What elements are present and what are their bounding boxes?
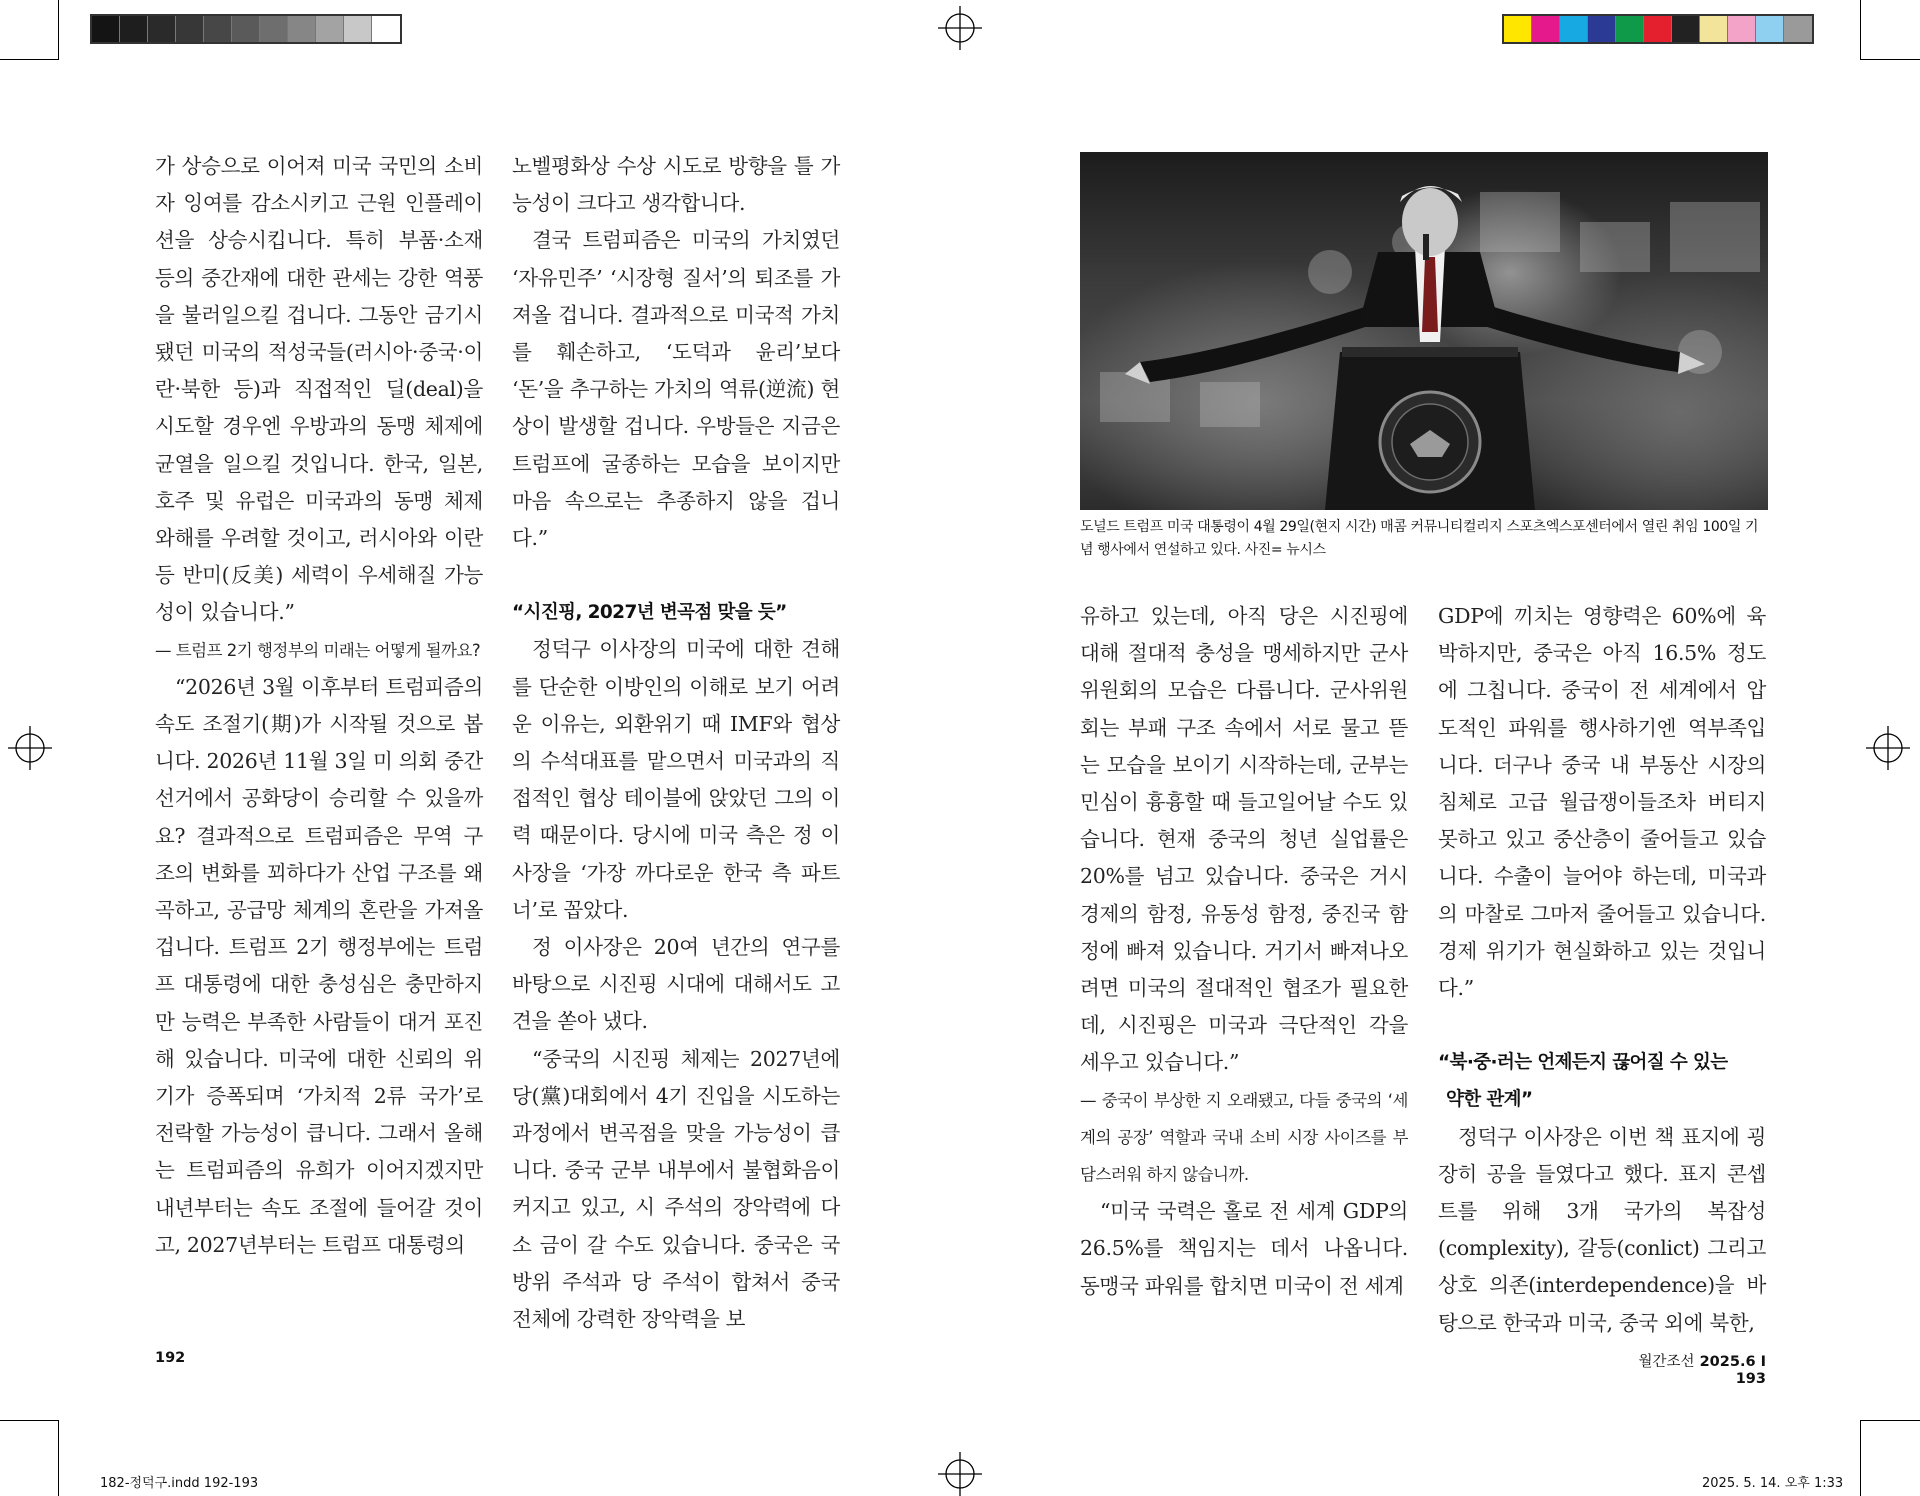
color-swatch xyxy=(204,16,232,42)
body-paragraph: “미국 국력은 홀로 전 세계 GDP의 26.5%를 책임지는 데서 나옵니다. 동맹국 파워를 합치면 미국이 전 세계 xyxy=(1080,1199,1408,1298)
color-swatch xyxy=(1784,16,1812,42)
registration-crosshair-icon xyxy=(8,726,52,770)
left-page-column-1 xyxy=(155,148,483,1264)
left-page-column-2 xyxy=(512,148,840,1338)
print-timestamp: 2025. 5. 14. 오후 1:33 xyxy=(1702,1476,1844,1491)
color-swatch xyxy=(1644,16,1672,42)
color-swatch xyxy=(1588,16,1616,42)
crop-mark xyxy=(0,59,58,60)
file-slug: 182-정덕구.indd 192-193 xyxy=(100,1476,259,1491)
interview-question: — 트럼프 2기 행정부의 미래는 어떻게 될까요? xyxy=(155,640,481,660)
color-swatch xyxy=(232,16,260,42)
registration-crosshair-icon xyxy=(938,6,982,50)
page-number-right xyxy=(1610,1350,1766,1387)
interview-question: — 중국이 부상한 지 오래됐고, 다들 중국의 ‘세계의 공장’ 역할과 국내 소비 시장 사이즈를 부담스러워 하지 않습니까. xyxy=(1080,1090,1408,1185)
color-swatch xyxy=(1504,16,1532,42)
crop-mark xyxy=(0,1420,58,1421)
grayscale-color-bar xyxy=(90,14,402,44)
color-swatch xyxy=(1756,16,1784,42)
registration-crosshair-icon xyxy=(938,1452,982,1496)
body-paragraph: 노벨평화상 수상 시도로 방향을 틀 가능성이 크다고 생각합니다. xyxy=(512,154,840,216)
crop-mark xyxy=(1860,1420,1861,1496)
color-swatch xyxy=(1728,16,1756,42)
color-swatch xyxy=(344,16,372,42)
crop-mark xyxy=(58,0,59,60)
color-swatch xyxy=(1616,16,1644,42)
body-paragraph: “중국의 시진핑 체제는 2027년에 당(黨)대회에서 4기 진입을 시도하는 과정에서 변곡점을 맞을 가능성이 큽니다. 중국 군부 내부에서 불협화음이 커지고 있고, 시 주석의 장악력에 다소 금이 갈 수도 있습니다. 중국은 국방위 주석과 당 주석이 합쳐서 중국 전체에 강력한 장악력을 보 xyxy=(512,1046,840,1332)
section-heading: “시진핑, 2027년 변곡점 맞을 듯” xyxy=(512,602,787,624)
color-swatch xyxy=(176,16,204,42)
color-swatch xyxy=(1672,16,1700,42)
body-paragraph: “2026년 3월 이후부터 트럼피즘의 속도 조절기(期)가 시작될 것으로 봅니다. 2026년 11월 3일 미 의회 중간선거에서 공화당이 승리할 수 있을까요? 결과적으로 트럼피즘은 무역 구조의 변화를 꾀하다가 산업 구조를 왜곡하고, 공급망 체계의 혼란을 가져올 겁니다. 트럼프 2기 행정부에는 트럼프 대통령에 대한 충성심은 충만하지만 능력은 부족한 사람들이 대거 포진해 있습니다. 미국에 대한 신뢰의 위기가 증폭되며 ‘가치적 2류 국가’로 전락할 가능성이 큽니다. 그래서 올해는 트럼피즘의 유희가 이어지겠지만 내년부터는 속도 조절에 들어갈 것이고, 2027년부터는 트럼프 대통령의 xyxy=(155,674,483,1257)
body-paragraph: 결국 트럼피즘은 미국의 가치였던 ‘자유민주’ ‘시장형 질서’의 퇴조를 가져올 겁니다. 결과적으로 미국적 가치를 훼손하고, ‘도덕과 윤리’보다 ‘돈’을 추구하는 가치의 역류(逆流) 현상이 발생할 겁니다. 우방들은 지금은 트럼프에 굴종하는 모습을 보이지만 마음 속으로는 추종하지 않을 겁니다.” xyxy=(512,228,840,551)
color-swatch xyxy=(1532,16,1560,42)
color-swatch xyxy=(1700,16,1728,42)
body-paragraph: 정덕구 이사장은 이번 책 표지에 굉장히 공을 들였다고 했다. 표지 콘셉트를 위해 3개 국가의 복잡성(complexity), 갈등(conlict) 그리고 상호 의존(interdependence)을 바탕으로 한국과 미국, 중국 외에 북한, xyxy=(1438,1124,1766,1335)
color-swatch xyxy=(288,16,316,42)
color-swatch xyxy=(316,16,344,42)
color-swatch xyxy=(120,16,148,42)
body-paragraph: 유하고 있는데, 아직 당은 시진핑에 대해 절대적 충성을 맹세하지만 군사위원회의 모습은 다릅니다. 군사위원회는 부패 구조 속에서 서로 물고 뜯는 모습을 보이기 시작하는데, 군부는 민심이 흉흉할 때 들고일어날 수도 있습니다. 현재 중국의 청년 실업률은 20%를 넘고 있습니다. 중국은 거시경제의 함정, 유동성 함정, 중진국 함정에 빠져 있습니다. 거기서 빠져나오려면 미국의 절대적인 협조가 필요한데, 시진핑은 미국과 극단적인 각을 세우고 있습니다.” xyxy=(1080,604,1408,1075)
section-heading-line2: 약한 관계” xyxy=(1446,1089,1533,1111)
section-heading: “북·중·러는 언제든지 끊어질 수 있는 xyxy=(1438,1052,1728,1074)
trump-speech-photo xyxy=(1080,152,1768,510)
color-swatch xyxy=(148,16,176,42)
photo-caption: 도널드 트럼프 미국 대통령이 4월 29일(현지 시간) 매콤 커뮤니티컬리지 스포츠엑스포센터에서 열린 취임 100일 기념 행사에서 연설하고 있다. 사진= 뉴시스 xyxy=(1080,519,1759,558)
registration-crosshair-icon xyxy=(1866,726,1910,770)
color-swatch xyxy=(260,16,288,42)
magazine-name: 월간조선 xyxy=(1638,1354,1695,1370)
body-paragraph: 가 상승으로 이어져 미국 국민의 소비자 잉여를 감소시키고 근원 인플레이션을 상승시킵니다. 특히 부품·소재 등의 중간재에 대한 관세는 강한 역풍을 불러일으킬 겁니다. 그동안 금기시됐던 미국의 적성국들(러시아·중국·이란·북한 등)과 직접적인 딜(deal)을 시도할 경우엔 우방과의 동맹 체제에 균열을 일으킬 것입니다. 한국, 일본, 호주 및 유럽은 미국과의 동맹 체제 와해를 우려할 것이고, 러시아와 이란 등 반미(反美) 세력이 우세해질 가능성이 있습니다.” xyxy=(155,154,483,625)
body-paragraph: 정 이사장은 20여 년간의 연구를 바탕으로 시진핑 시대에 대해서도 고견을 쏟아 냈다. xyxy=(512,935,840,1034)
crop-mark xyxy=(1860,1420,1920,1421)
page-number-left: 192 xyxy=(155,1350,186,1366)
crop-mark xyxy=(1860,59,1920,60)
color-swatch xyxy=(1560,16,1588,42)
right-page-column-1 xyxy=(1080,598,1408,1305)
issue-and-page: 2025.6 I 193 xyxy=(1699,1354,1766,1387)
color-swatch xyxy=(372,16,400,42)
body-paragraph: GDP에 끼치는 영향력은 60%에 육박하지만, 중국은 아직 16.5% 정도에 그칩니다. 중국이 전 세계에서 압도적인 파워를 행사하기엔 역부족입니다. 더구나 중국 내 부동산 시장의 침체로 고급 월급쟁이들조차 버티지 못하고 있고 중산층이 줄어들고 있습니다. 수출이 늘어야 하는데, 미국과의 마찰로 그마저 줄어들고 있습니다. 경제 위기가 현실화하고 있는 것입니다.” xyxy=(1438,604,1766,1001)
crop-mark xyxy=(58,1420,59,1496)
color-swatch xyxy=(92,16,120,42)
process-color-bar xyxy=(1502,14,1814,44)
right-page-column-2 xyxy=(1438,598,1766,1342)
body-paragraph: 정덕구 이사장의 미국에 대한 견해를 단순한 이방인의 이해로 보기 어려운 이유는, 외환위기 때 IMF와 협상의 수석대표를 맡으면서 미국과의 직접적인 협상 테이블에 앉았던 그의 이력 때문이다. 당시에 미국 측은 정 이사장을 ‘가장 까다로운 한국 측 파트너’로 꼽았다. xyxy=(512,637,840,922)
crop-mark xyxy=(1860,0,1861,60)
